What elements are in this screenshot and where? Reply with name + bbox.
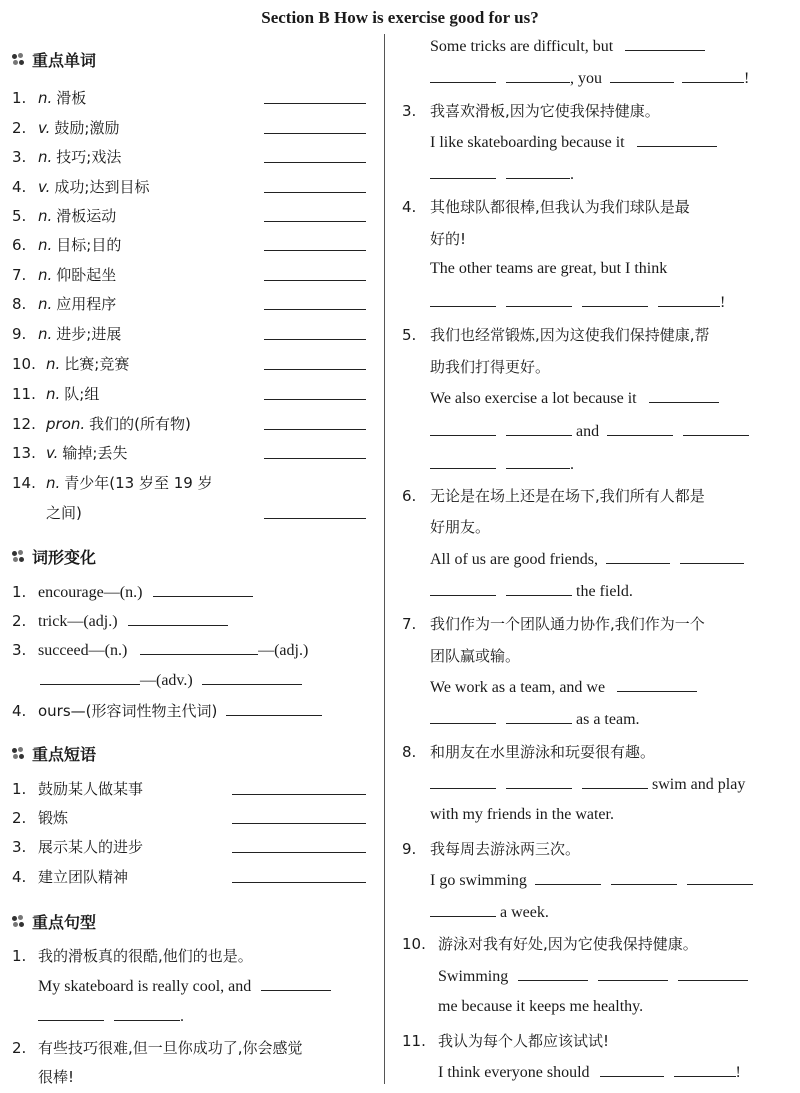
part-of-speech: n. [46, 355, 61, 373]
sentence-8-en: swim and play [430, 774, 745, 794]
part-of-speech: pron. [46, 415, 86, 433]
page-title: Section B How is exercise good for us? [261, 8, 539, 27]
sentence-6-en: All of us are good friends, [430, 549, 744, 569]
answer-blank[interactable] [264, 385, 366, 400]
sentence-4-en-line2: ! [430, 292, 725, 312]
vocab-meaning: 鼓励;激励 [54, 119, 120, 137]
answer-blank[interactable] [506, 581, 572, 596]
answer-blank[interactable] [518, 966, 588, 981]
part-of-speech: v. [38, 119, 51, 137]
sentence-2-en: Some tricks are difficult, but [430, 36, 705, 56]
part-of-speech: n. [38, 207, 53, 225]
sentence-8-en-line2: with my friends in the water. [430, 806, 614, 823]
sentence-5-cn-line2: 助我们打得更好。 [430, 358, 551, 376]
part-of-speech: n. [46, 385, 61, 403]
answer-blank[interactable] [140, 640, 258, 655]
answer-blank[interactable] [606, 549, 670, 564]
vocab-meaning: 队;组 [64, 385, 100, 403]
answer-blank[interactable] [264, 295, 366, 310]
sentence-5-en-line3: . [430, 454, 574, 474]
item-number: 2. [12, 119, 27, 137]
answer-blank[interactable] [128, 611, 228, 626]
part-of-speech: n. [38, 89, 53, 107]
vocab-item [12, 442, 127, 463]
part-of-speech: n. [38, 295, 53, 313]
vocab-item [12, 323, 121, 344]
part-of-speech: n. [38, 266, 53, 284]
vocab-meaning: 滑板运动 [56, 207, 117, 225]
phrase-item [12, 778, 143, 799]
answer-blank[interactable] [264, 148, 366, 163]
item-number: 9. [12, 325, 27, 343]
form-item-3: 3. succeed—(n.) —(adj.) [12, 641, 309, 659]
sentence-2-cn-line2: 很棒! [38, 1068, 75, 1086]
item-number: 1. [12, 780, 27, 798]
sentence-6-cn-line2: 好朋友。 [430, 518, 491, 536]
vocab-item [12, 205, 116, 226]
vocab-item [12, 353, 129, 374]
form-item-2: 2. trick—(adj.) [12, 611, 228, 631]
vocab-meaning: 成功;达到目标 [54, 178, 150, 196]
item-number: 14. [12, 474, 36, 492]
sentence-1-en: My skateboard is really cool, and [38, 976, 331, 996]
answer-blank[interactable] [264, 89, 366, 104]
sentence-11-en: I think everyone should ! [438, 1064, 741, 1081]
phrase-item [12, 866, 128, 887]
vocab-item [12, 87, 86, 108]
answer-blank[interactable] [232, 838, 366, 853]
sentence-1-cn: 1. 我的滑板真的很酷,他们的也是。 [12, 947, 253, 965]
vocab-item [12, 264, 116, 285]
item-number: 13. [12, 444, 36, 462]
form-item-1: 1. encourage—(n.) [12, 582, 253, 602]
answer-blank[interactable] [430, 68, 496, 83]
item-number: 5. [12, 207, 27, 225]
answer-blank[interactable] [611, 870, 677, 885]
sentence-3-en: I like skateboarding because it [430, 132, 717, 152]
answer-blank[interactable] [535, 870, 601, 885]
vocab-item [12, 383, 99, 404]
answer-blank[interactable] [582, 774, 648, 789]
section-header-forms: 词形变化 [12, 545, 96, 568]
bullet-icon [12, 915, 26, 929]
phrase-meaning: 展示某人的进步 [38, 838, 144, 856]
part-of-speech: n. [38, 148, 53, 166]
section-header-vocab: 重点单词 [12, 48, 96, 71]
form-item-4: 4. ours—(形容词性物主代词) [12, 700, 322, 721]
vocab-meaning: 我们的(所有物) [89, 415, 191, 433]
answer-blank[interactable] [506, 164, 570, 179]
answer-blank[interactable] [506, 709, 572, 724]
vocab-meaning: 目标;目的 [56, 236, 122, 254]
sentence-6-en-line2: the field. [430, 581, 633, 601]
sentence-4-en: The other teams are great, but I think [430, 260, 668, 277]
part-of-speech: v. [38, 178, 51, 196]
vocab-item [12, 234, 121, 255]
sentence-4-cn: 4. 其他球队都很棒,但我认为我们球队是最 [402, 198, 690, 216]
answer-blank[interactable] [264, 266, 366, 281]
answer-blank[interactable] [682, 68, 744, 83]
answer-blank[interactable] [687, 870, 753, 885]
answer-blank[interactable] [506, 421, 572, 436]
answer-blank[interactable] [232, 809, 366, 824]
part-of-speech: n. [46, 474, 61, 492]
part-of-speech: n. [38, 325, 53, 343]
answer-blank[interactable] [600, 1062, 664, 1077]
item-number: 3. [12, 148, 27, 166]
sentence-11-cn: 11. 我认为每个人都应该试试! [402, 1032, 610, 1050]
vocab-meaning: 滑板 [56, 89, 87, 107]
sentence-10-en: Swimming [438, 966, 748, 986]
sentence-4-cn-line2: 好的! [430, 230, 467, 248]
answer-blank[interactable] [637, 132, 717, 147]
vocab-meaning: 进步;进展 [56, 325, 122, 343]
section-header-phrases: 重点短语 [12, 742, 96, 765]
vocab-item [12, 117, 119, 138]
phrase-item [12, 807, 68, 828]
answer-blank[interactable] [40, 670, 140, 685]
sentence-9-en: I go swimming [430, 870, 753, 890]
answer-blank[interactable] [264, 325, 366, 340]
vocab-meaning: 应用程序 [56, 295, 117, 313]
answer-blank[interactable] [649, 388, 719, 403]
sentence-10-cn: 10. 游泳对我有好处,因为它使我保持健康。 [402, 935, 698, 953]
sentence-7-en-line2: as a team. [430, 709, 640, 729]
sentence-3-cn: 3. 我喜欢滑板,因为它使我保持健康。 [402, 102, 660, 120]
answer-blank[interactable] [430, 164, 496, 179]
answer-blank[interactable] [617, 677, 697, 692]
sentence-7-cn-line2: 团队赢或输。 [430, 647, 521, 665]
sentence-3-en-line2: . [430, 164, 574, 184]
item-number: 4. [12, 178, 27, 196]
phrase-meaning: 锻炼 [38, 809, 69, 827]
vocab-item [12, 146, 121, 167]
sentence-5-en: We also exercise a lot because it [430, 388, 719, 408]
answer-blank[interactable] [264, 444, 366, 459]
answer-blank[interactable] [506, 774, 572, 789]
item-number: 12. [12, 415, 36, 433]
answer-blank[interactable] [226, 701, 322, 716]
answer-blank[interactable] [153, 582, 253, 597]
answer-blank[interactable] [264, 504, 366, 519]
item-number: 1. [12, 89, 27, 107]
answer-blank[interactable] [261, 976, 331, 991]
vocab-meaning: 比赛;竞赛 [64, 355, 130, 373]
answer-blank[interactable] [506, 292, 572, 307]
item-number: 3. [12, 838, 27, 856]
answer-blank[interactable] [430, 292, 496, 307]
sentence-1-en-line2: . [38, 1006, 184, 1026]
answer-blank[interactable] [232, 780, 366, 795]
sentence-2-cn: 2. 有些技巧很难,但一旦你成功了,你会感觉 [12, 1039, 303, 1057]
answer-blank[interactable] [264, 415, 366, 430]
sentence-8-cn: 8. 和朋友在水里游泳和玩耍很有趣。 [402, 743, 656, 761]
answer-blank[interactable] [680, 549, 744, 564]
answer-blank[interactable] [582, 292, 648, 307]
sentence-5-cn: 5. 我们也经常锻炼,因为这使我们保持健康,帮 [402, 326, 710, 344]
item-number: 2. [12, 809, 27, 827]
answer-blank[interactable] [430, 421, 496, 436]
answer-blank[interactable] [625, 36, 705, 51]
answer-blank[interactable] [264, 119, 366, 134]
answer-blank[interactable] [506, 454, 570, 469]
vocab-item [12, 472, 213, 493]
answer-blank[interactable] [607, 421, 673, 436]
answer-blank[interactable] [610, 68, 674, 83]
sentence-2-en-line2: , you ! [430, 68, 749, 88]
sentence-7-cn: 7. 我们作为一个团队通力协作,我们作为一个 [402, 615, 705, 633]
column-divider [384, 34, 385, 1084]
item-number: 11. [12, 385, 36, 403]
sentence-9-en-line2: a week. [430, 902, 549, 922]
item-number: 4. [12, 868, 27, 886]
phrase-meaning: 建立团队精神 [38, 868, 129, 886]
answer-blank[interactable] [264, 355, 366, 370]
answer-blank[interactable] [678, 966, 748, 981]
vocab-meaning-line2: 之间) [46, 504, 82, 522]
answer-blank[interactable] [202, 670, 302, 685]
phrase-meaning: 鼓励某人做某事 [38, 780, 144, 798]
vocab-meaning: 仰卧起坐 [56, 266, 117, 284]
part-of-speech: n. [38, 236, 53, 254]
answer-blank[interactable] [598, 966, 668, 981]
vocab-item [12, 413, 191, 434]
sentence-7-en: We work as a team, and we [430, 677, 697, 697]
answer-blank[interactable] [264, 207, 366, 222]
sentence-5-en-line2: and [430, 421, 749, 441]
sentence-10-en-line2: me because it keeps me healthy. [438, 998, 644, 1015]
answer-blank[interactable] [658, 292, 720, 307]
vocab-item [12, 176, 149, 197]
answer-blank[interactable] [430, 709, 496, 724]
answer-blank[interactable] [232, 868, 366, 883]
answer-blank[interactable] [506, 68, 570, 83]
vocab-meaning: 技巧;戏法 [56, 148, 122, 166]
item-number: 10. [12, 355, 36, 373]
sentence-6-cn: 6. 无论是在场上还是在场下,我们所有人都是 [402, 487, 705, 505]
bullet-icon [12, 53, 26, 67]
item-number: 7. [12, 266, 27, 284]
vocab-meaning: 青少年(13 岁至 19 岁 [64, 474, 213, 492]
answer-blank[interactable] [430, 774, 496, 789]
vocab-meaning: 输掉;丢失 [62, 444, 128, 462]
part-of-speech: v. [46, 444, 59, 462]
phrase-item [12, 836, 143, 857]
sentence-9-cn: 9. 我每周去游泳两三次。 [402, 840, 581, 858]
answer-blank[interactable] [264, 178, 366, 193]
item-number: 8. [12, 295, 27, 313]
form-item-3-line2: —(adv.) [40, 670, 302, 690]
answer-blank[interactable] [114, 1006, 180, 1021]
answer-blank[interactable] [430, 902, 496, 917]
answer-blank[interactable] [430, 581, 496, 596]
bullet-icon [12, 550, 26, 564]
answer-blank[interactable] [674, 1062, 736, 1077]
item-number: 6. [12, 236, 27, 254]
answer-blank[interactable] [38, 1006, 104, 1021]
section-header-sentences: 重点句型 [12, 910, 96, 933]
bullet-icon [12, 747, 26, 761]
answer-blank[interactable] [683, 421, 749, 436]
answer-blank[interactable] [264, 236, 366, 251]
answer-blank[interactable] [430, 454, 496, 469]
vocab-item [12, 293, 116, 314]
